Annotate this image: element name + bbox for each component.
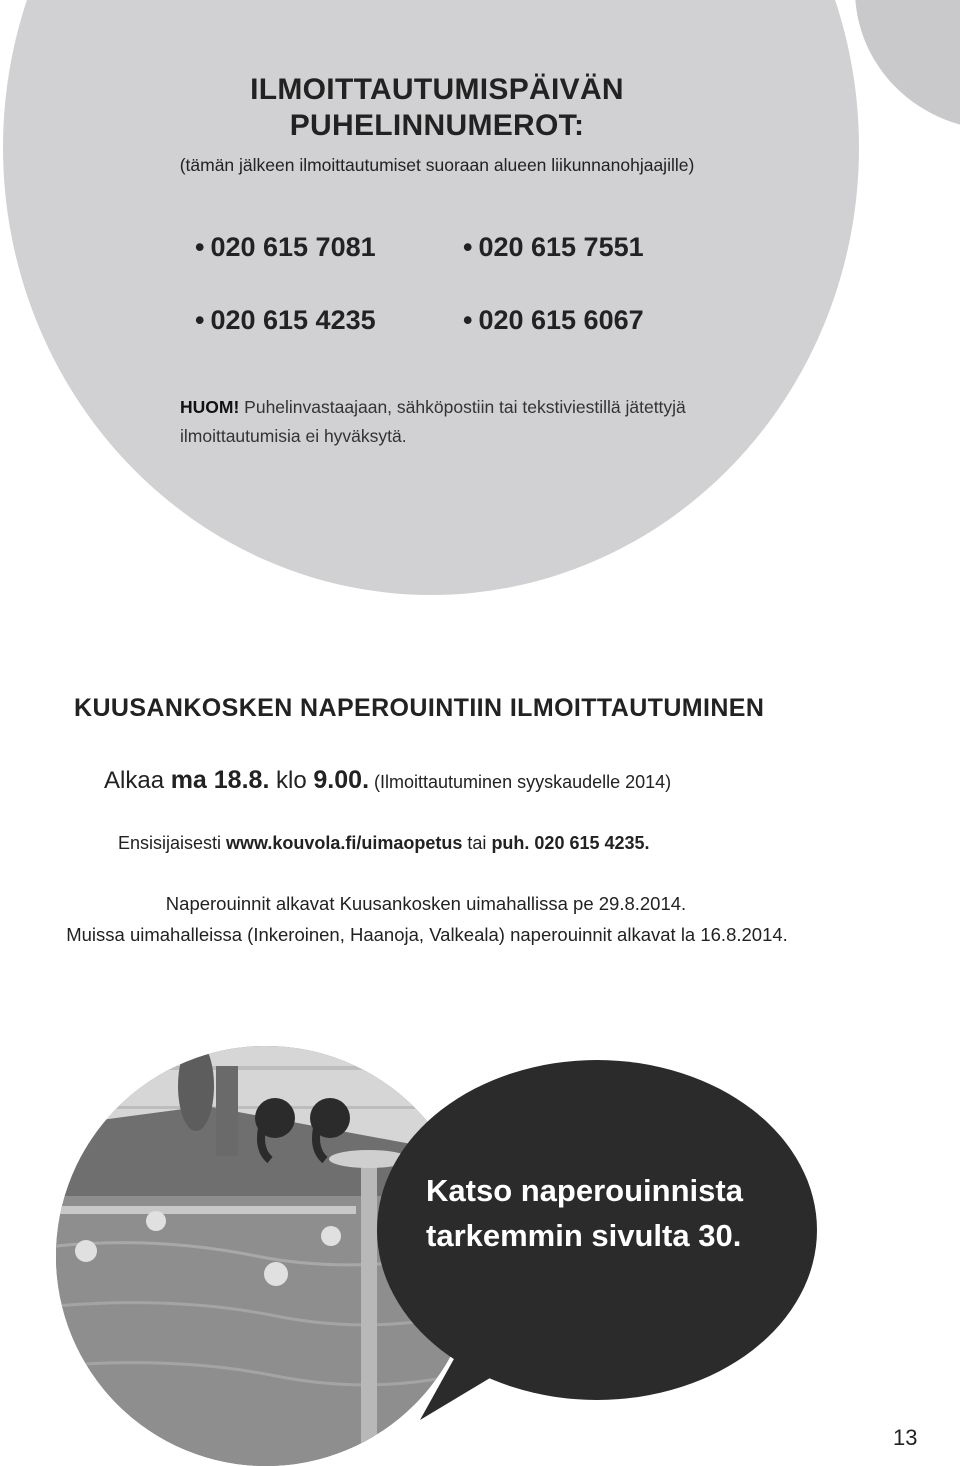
bullet-icon: • <box>463 232 473 262</box>
registration-phone: puh. 020 615 4235. <box>491 833 650 853</box>
start-date: ma 18.8. <box>170 766 270 794</box>
phone-number-3: • 020 615 4235 <box>195 305 376 335</box>
subtitle-note: (tämän jälkeen ilmoittautumiset suoraan alueen liikunnanohjaajille) <box>179 155 695 175</box>
decorative-corner-circle <box>855 0 960 130</box>
start-note: (Ilmoittautuminen syyskaudelle 2014) <box>369 772 672 792</box>
title-line-1: ILMOITTAUTUMISPÄIVÄN <box>250 73 624 106</box>
bubble-line-1: Katso naperouinnista <box>426 1173 743 1208</box>
bubble-line-2: tarkemmin sivulta 30. <box>426 1218 742 1253</box>
section-title: KUUSANKOSKEN NAPEROUINTIIN ILMOITTAUTUMINEN <box>74 694 765 722</box>
phone-number-1: • 020 615 7081 <box>195 232 376 262</box>
info-line-1: Naperouinnit alkavat Kuusankosken uimahallissa pe 29.8.2014. <box>165 893 687 914</box>
speech-bubble-text <box>426 1168 743 1258</box>
huom-notice <box>180 393 740 451</box>
bullet-icon: • <box>195 305 205 335</box>
page-number: 13 <box>893 1425 918 1450</box>
info-line-2: Muissa uimahalleissa (Inkeroinen, Haanoja, Valkeala) naperouinnit alkavat la 16.8.2014. <box>66 924 788 945</box>
bullet-icon: • <box>195 232 205 262</box>
phone-number-4: • 020 615 6067 <box>463 305 644 335</box>
start-date-line: Alkaa ma 18.8. klo 9.00. (Ilmoittautuminen syyskaudelle 2014) <box>104 766 672 794</box>
huom-label: HUOM! <box>180 397 240 417</box>
registration-link[interactable]: www.kouvola.fi/uimaopetus <box>226 833 463 853</box>
huom-text: Puhelinvastaajaan, sähköpostiin tai tekstiviestillä jätettyjä ilmoittautumisia ei hyväksytä. <box>180 397 686 446</box>
primary-contact-line: Ensisijaisesti www.kouvola.fi/uimaopetus tai puh. 020 615 4235. <box>118 833 650 853</box>
phone-number-2: • 020 615 7551 <box>463 232 644 262</box>
title-line-2: PUHELINNUMEROT: <box>289 109 585 142</box>
page-title <box>150 72 724 144</box>
start-time: 9.00. <box>313 766 370 794</box>
bullet-icon: • <box>463 305 473 335</box>
